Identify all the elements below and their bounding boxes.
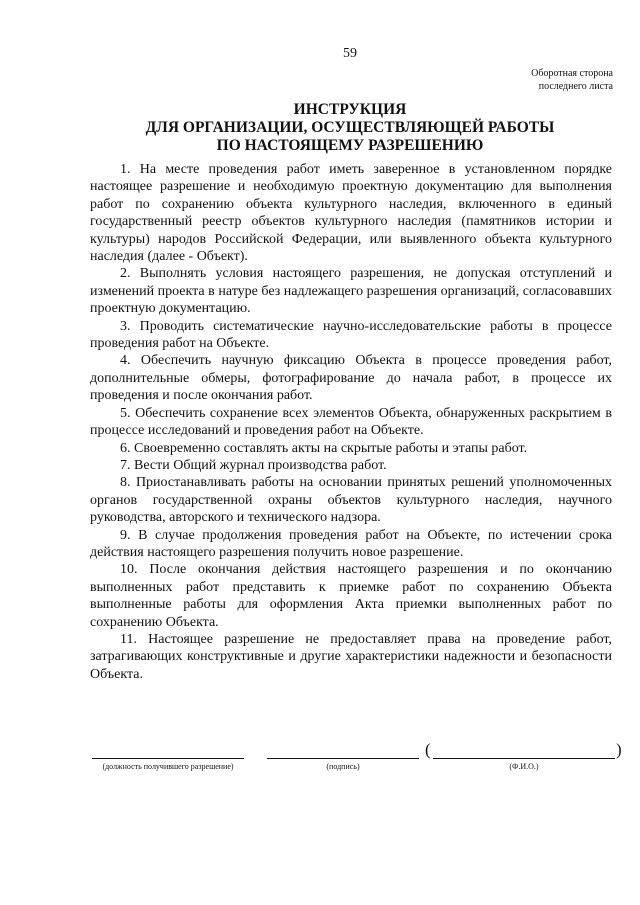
- name-line: [433, 758, 615, 759]
- signature-block: [0, 740, 640, 780]
- signature-line: [267, 758, 419, 759]
- instruction-item-8: 8. Приостанавливать работы на основании принятых решений уполномоченных органов государственной охраны объектов культурного наследия, научного руководства, авторского и технического надзора.: [90, 475, 612, 526]
- instruction-item-1: 1. На месте проведения работ иметь заверенное в установленном порядке настоящее разрешение и необходимую проектную документацию для выполнения работ по сохранению объекта культурного наследия, включенного в единый государственный реестр объектов культурного наследия (памятников истории и культуры) народов Российской Федерации, или выявленного объекта культурного наследия (далее - Объект).: [90, 162, 612, 265]
- instruction-item-7: 7. Вести Общий журнал производства работ.: [120, 457, 387, 473]
- instruction-item-4: 4. Обеспечить научную фиксацию Объекта в процессе проведения работ, дополнительные обмеры, фотографирование до начала работ, в процессе их проведения и после окончания работ.: [90, 353, 612, 404]
- instruction-item-2: 2. Выполнять условия настоящего разрешения, не допуская отступлений и изменений проекта в натуре без надлежащего разрешения организаций, согласовавших проектную документацию.: [90, 266, 612, 317]
- page-number: 59: [343, 46, 357, 61]
- close-paren: ): [616, 740, 622, 759]
- instruction-item-3: 3. Проводить систематические научно-исследовательские работы в процессе проведения работ на Объекте.: [90, 318, 612, 352]
- corner-note-line-2: последнего листа: [538, 81, 613, 92]
- name-caption: (Ф.И.О.): [509, 762, 539, 771]
- title-line-1: ИНСТРУКЦИЯ: [293, 101, 407, 118]
- title-line-2: ДЛЯ ОРГАНИЗАЦИИ, ОСУЩЕСТВЛЯЮЩЕЙ РАБОТЫ: [145, 119, 555, 136]
- instruction-item-9: 9. В случае продолжения проведения работ на Объекте, по истечении срока действия настоящего разрешения получить новое разрешение.: [90, 527, 612, 560]
- instruction-item-10: 10. После окончания действия настоящего разрешения и по окончанию выполненных работ представить к приемке работ по сохранению Объекта выполненные работы для оформления Акта приемки выполненных работ по сохранению Объекта.: [90, 562, 612, 630]
- title-line-3: ПО НАСТОЯЩЕМУ РАЗРЕШЕНИЮ: [216, 137, 484, 154]
- instruction-item-11: 11. Настоящее разрешение не предоставляет права на проведение работ, затрагивающих конструктивные и другие характеристики надежности и безопасности Объекта.: [90, 631, 612, 682]
- instruction-item-6: 6. Своевременно составлять акты на скрытые работы и этапы работ.: [120, 440, 528, 456]
- corner-note: [531, 67, 613, 93]
- signature-caption: (подпись): [326, 762, 360, 771]
- instruction-list: [90, 161, 612, 683]
- instruction-item-5: 5. Обеспечить сохранение всех элементов Объекта, обнаруженных раскрытием в процессе исследований и проведения работ на Объекте.: [90, 405, 612, 439]
- corner-note-line-1: Оборотная сторона: [531, 68, 613, 79]
- open-paren: (: [425, 740, 431, 759]
- document-title: [0, 101, 640, 155]
- position-line: [92, 758, 244, 759]
- position-caption: (должность получившего разрешение): [102, 762, 234, 771]
